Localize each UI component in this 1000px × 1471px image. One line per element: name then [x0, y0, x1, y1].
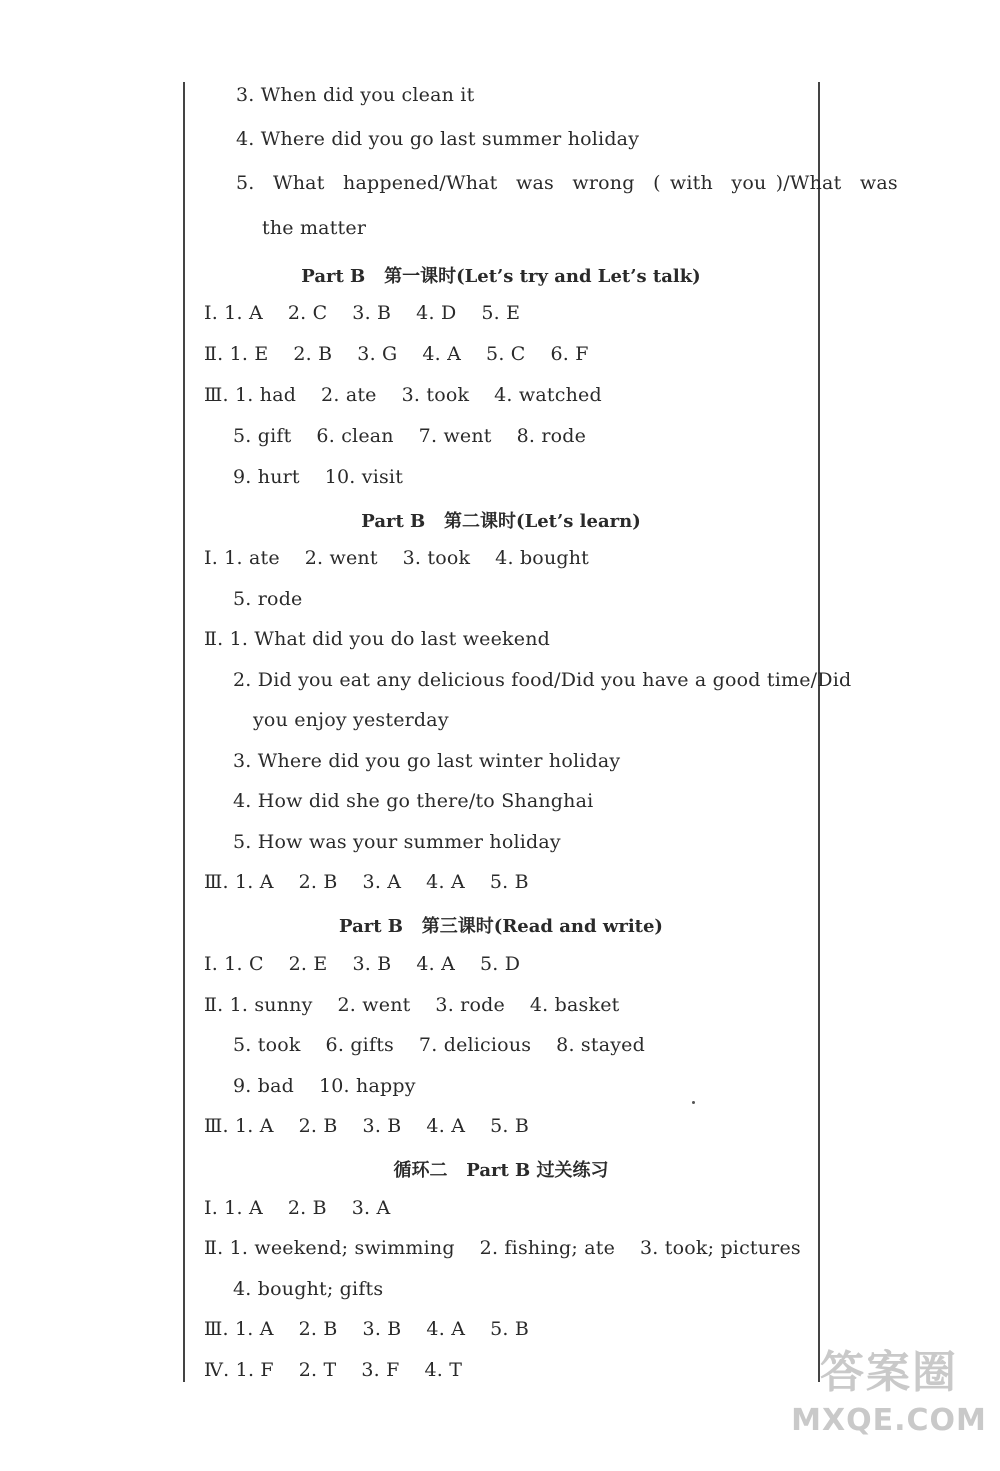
- answer-line: Ⅰ. 1. ate 2. went 3. took 4. bought: [204, 547, 590, 569]
- section-heading: Part B 第一课时(Let’s try and Let’s talk): [301, 266, 701, 287]
- answer-line: Ⅱ. 1. E 2. B 3. G 4. A 5. C 6. F: [204, 343, 589, 365]
- answer-line: you enjoy yesterday: [253, 709, 449, 731]
- section-heading: Part B 第三课时(Read and write): [339, 916, 663, 937]
- answer-line: the matter: [262, 217, 367, 239]
- watermark-url: MXQE.COM: [791, 1403, 987, 1438]
- answer-line: 3. When did you clean it: [236, 84, 475, 106]
- answer-line: Ⅲ. 1. A 2. B 3. A 4. A 5. B: [204, 871, 529, 893]
- answer-line: Ⅲ. 1. had 2. ate 3. took 4. watched: [204, 384, 602, 406]
- answer-line: Ⅱ. 1. What did you do last weekend: [204, 628, 550, 650]
- answer-line: Ⅱ. 1. weekend; swimming 2. fishing; ate 3. took; pictures: [204, 1237, 801, 1259]
- section-heading: 循环二 Part B 过关练习: [393, 1160, 609, 1181]
- section-heading: Part B 第二课时(Let’s learn): [361, 511, 641, 532]
- answer-line: 9. bad 10. happy: [233, 1075, 416, 1097]
- answer-line: Ⅱ. 1. sunny 2. went 3. rode 4. basket: [204, 994, 620, 1016]
- answer-line: 5. How was your summer holiday: [233, 831, 561, 853]
- answer-line: 5. What happened/What was wrong ( with you )/What was: [236, 172, 898, 194]
- answer-line: Ⅰ. 1. C 2. E 3. B 4. A 5. D: [204, 953, 521, 975]
- answer-line: Ⅲ. 1. A 2. B 3. B 4. A 5. B: [204, 1318, 530, 1340]
- answer-line: 4. bought; gifts: [233, 1278, 384, 1300]
- answer-line: 5. took 6. gifts 7. delicious 8. stayed: [233, 1034, 645, 1056]
- answer-line: 5. gift 6. clean 7. went 8. rode: [233, 425, 587, 447]
- answer-line: 5. rode: [233, 588, 303, 610]
- watermark: [784, 1343, 994, 1463]
- stray-dot: [692, 1101, 695, 1104]
- answer-line: 4. How did she go there/to Shanghai: [233, 790, 594, 812]
- answer-line: 3. Where did you go last winter holiday: [233, 750, 621, 772]
- answer-line: 9. hurt 10. visit: [233, 466, 404, 488]
- answer-line: Ⅰ. 1. A 2. C 3. B 4. D 5. E: [204, 302, 521, 324]
- watermark-logo: 答案圈: [820, 1347, 958, 1398]
- answer-line: Ⅲ. 1. A 2. B 3. B 4. A 5. B: [204, 1115, 530, 1137]
- answer-line: 2. Did you eat any delicious food/Did you have a good time/Did: [233, 669, 852, 691]
- answer-line: 4. Where did you go last summer holiday: [236, 128, 640, 150]
- answer-line: Ⅰ. 1. A 2. B 3. A: [204, 1197, 391, 1219]
- answer-line: Ⅳ. 1. F 2. T 3. F 4. T: [204, 1359, 463, 1381]
